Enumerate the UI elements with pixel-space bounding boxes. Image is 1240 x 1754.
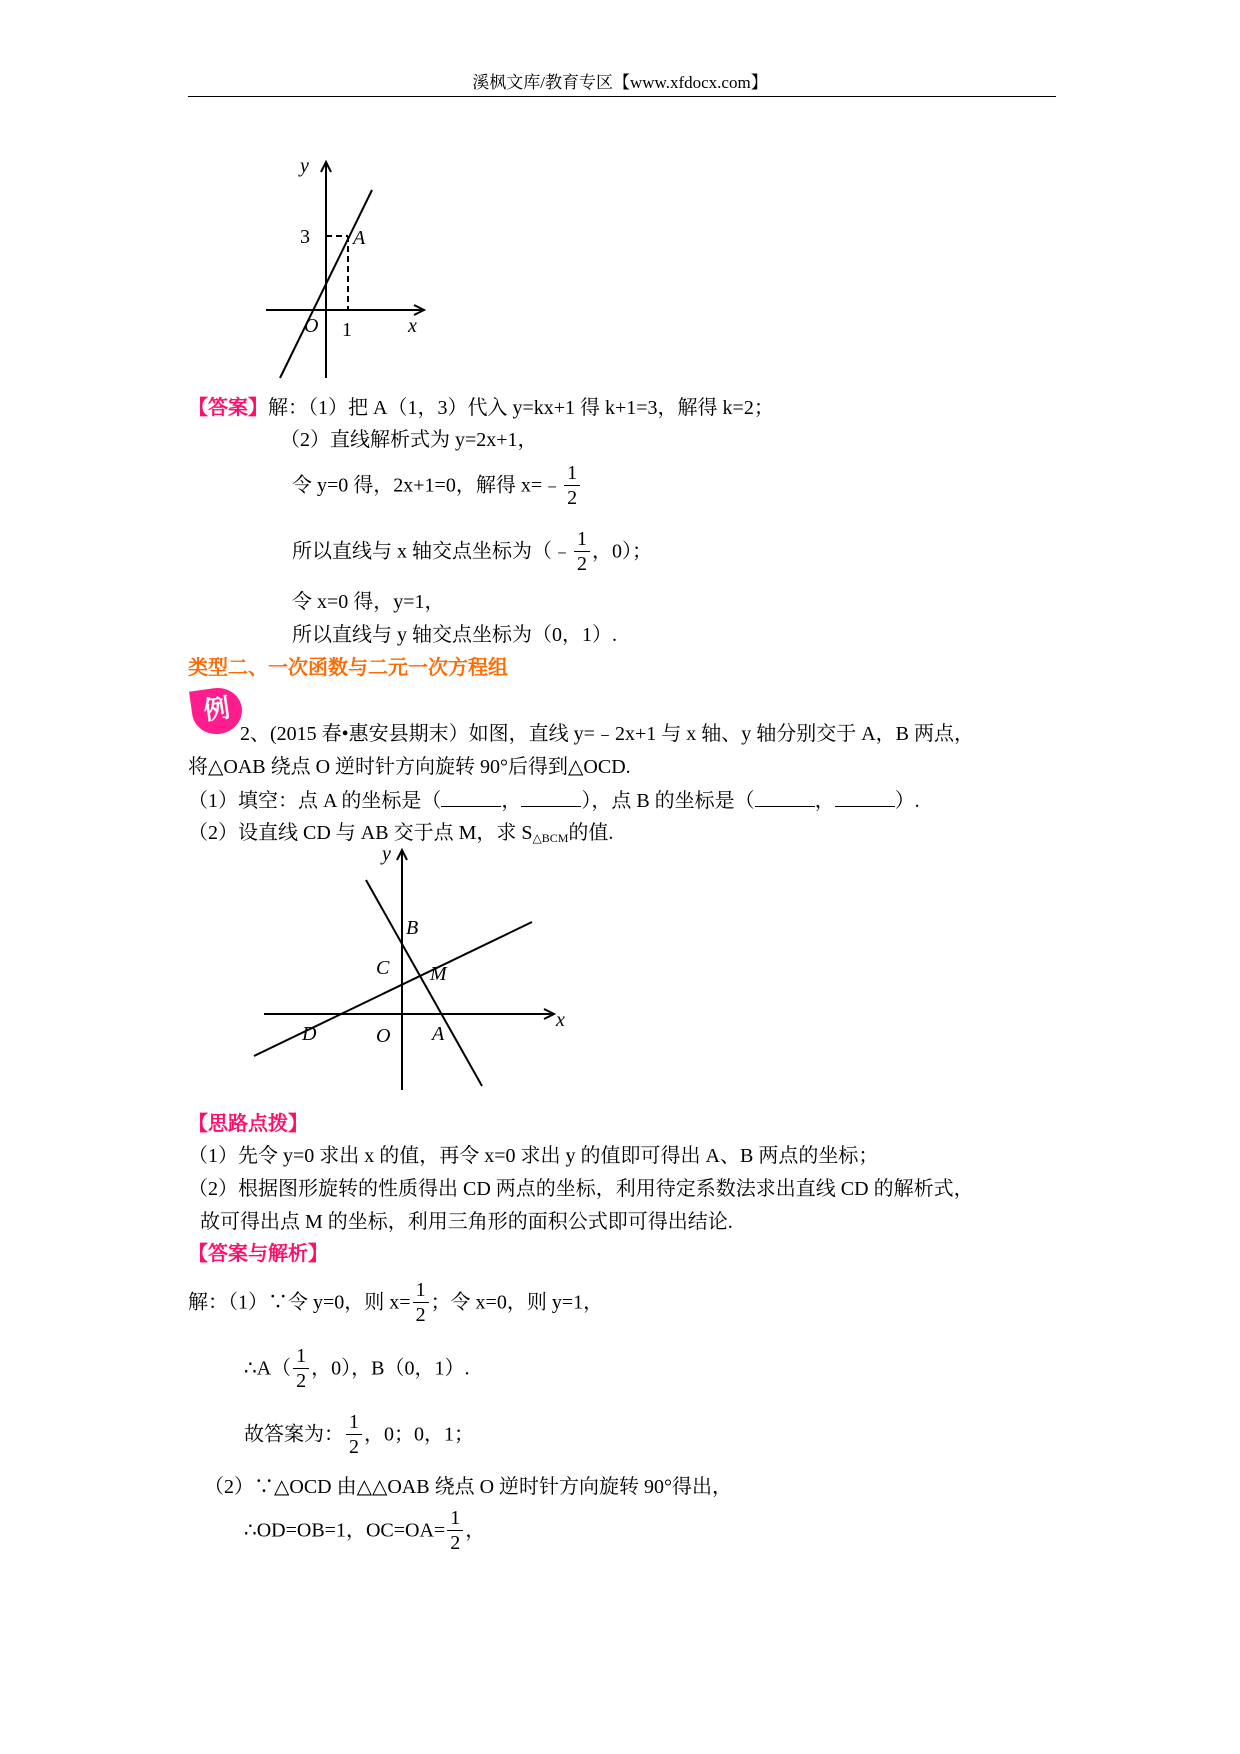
fraction-one-half: $\frac{1}{2}$ <box>293 1346 309 1391</box>
solution-line3: 故答案为： $\frac{1}{2}$ ，0；0，1； <box>244 1411 474 1458</box>
figure1-y-label: y <box>300 156 309 177</box>
answer1-line6: 所以直线与 y 轴交点坐标为（0，1）. <box>292 624 617 646</box>
figure2-x-label: x <box>556 1009 565 1031</box>
figure2-point-o: O <box>376 1025 391 1047</box>
solution-line4: （2）∵△OCD 由△△OAB 绕点 O 逆时针方向旋转 90°得出， <box>204 1476 733 1498</box>
solution-line2: ∴A（ $\frac{1}{2}$ ，0），B（0，1）. <box>244 1345 470 1392</box>
figure2-y-label: y <box>382 846 391 865</box>
answer1-line4-text: 所以直线与 x 轴交点坐标为（﹣ <box>292 540 572 563</box>
figure2-line-ab <box>366 880 482 1086</box>
answer1-line2: （2）直线解析式为 y=2x+1， <box>280 429 538 451</box>
hint-line1: （1）先令 y=0 求出 x 的值，再令 x=0 求出 y 的值即可得出 A、B 两点的坐标； <box>188 1145 879 1167</box>
fraction-one-half: $\frac{1}{2}$ <box>413 1280 429 1325</box>
answer-blank <box>521 790 581 807</box>
answer1-line1 <box>188 398 774 418</box>
figure2-point-c: C <box>376 957 390 979</box>
example2-line2: 将△OAB 绕点 O 逆时针方向旋转 90°后得到△OCD. <box>188 756 631 778</box>
example-badge: 例 <box>189 685 245 738</box>
figure2-graph <box>250 846 580 1094</box>
figure2-point-a: A <box>432 1023 445 1045</box>
figure2-point-m: M <box>430 963 447 985</box>
example2-line1: 2、(2015 春•惠安县期末）如图，直线 y=﹣2x+1 与 x 轴、y 轴分别交于 A，B 两点， <box>240 723 975 745</box>
fraction-one-half: $\frac{1}{2}$ <box>564 463 580 508</box>
solution-line5: ∴OD=OB=1，OC=OA= $\frac{1}{2}$ ， <box>244 1507 486 1554</box>
figure2-point-d: D <box>302 1023 317 1045</box>
answer1-text1: 解：（1）把 A（1，3）代入 y=kx+1 得 k+1=3，解得 k=2； <box>268 397 774 419</box>
figure1-tick-3: 3 <box>300 226 310 248</box>
figure2-point-b: B <box>406 917 419 939</box>
hint-line2: （2）根据图形旋转的性质得出 CD 两点的坐标，利用待定系数法求出直线 CD 的解析式， <box>188 1178 974 1200</box>
answer1-line3-text: 令 y=0 得，2x+1=0，解得 x=﹣ <box>292 474 563 497</box>
fraction-one-half: $\frac{1}{2}$ <box>346 1412 362 1457</box>
figure1-tick-1: 1 <box>342 319 352 341</box>
answer-blank <box>441 790 501 807</box>
section2-title: 类型二、一次函数与二元一次方程组 <box>188 657 508 679</box>
example2-q2: （2）设直线 CD 与 AB 交于点 M，求 $S_{\triangle BCM}$的值. <box>188 822 614 845</box>
page-header: 溪枫文库/教育专区【www.xfdocx.com】 <box>472 73 768 92</box>
answer1-line4 <box>292 529 652 574</box>
figure1-origin: O <box>304 315 319 337</box>
hint-tag: 【思路点拨】 <box>188 1113 308 1135</box>
answer1-line4-end: ，0）； <box>592 540 652 563</box>
answer-blank <box>755 790 815 807</box>
answer1-line3 <box>292 463 582 508</box>
hint-line3: 故可得出点 M 的坐标，利用三角形的面积公式即可得出结论. <box>200 1211 733 1233</box>
header-divider <box>188 96 1056 97</box>
figure1-x-label: x <box>408 315 417 337</box>
solution-tag: 【答案与解析】 <box>188 1243 328 1265</box>
figure2-line-cd <box>254 922 532 1056</box>
answer-blank <box>835 790 895 807</box>
fraction-one-half: $\frac{1}{2}$ <box>447 1508 463 1553</box>
solution-line1: 解：（1）∵令 y=0，则 x= $\frac{1}{2}$ ；令 x=0，则 y=1， <box>188 1279 604 1326</box>
answer1-line5: 令 x=0 得，y=1， <box>292 591 445 613</box>
example2-q1: （1）填空：点 A 的坐标是（ ， ），点 B 的坐标是（ ， ）. <box>188 790 920 812</box>
answer1-tag: 【答案】 <box>188 397 268 419</box>
fraction-one-half: $\frac{1}{2}$ <box>574 529 590 574</box>
figure1-graph <box>258 156 438 382</box>
figure1-point-a: A <box>353 227 366 249</box>
